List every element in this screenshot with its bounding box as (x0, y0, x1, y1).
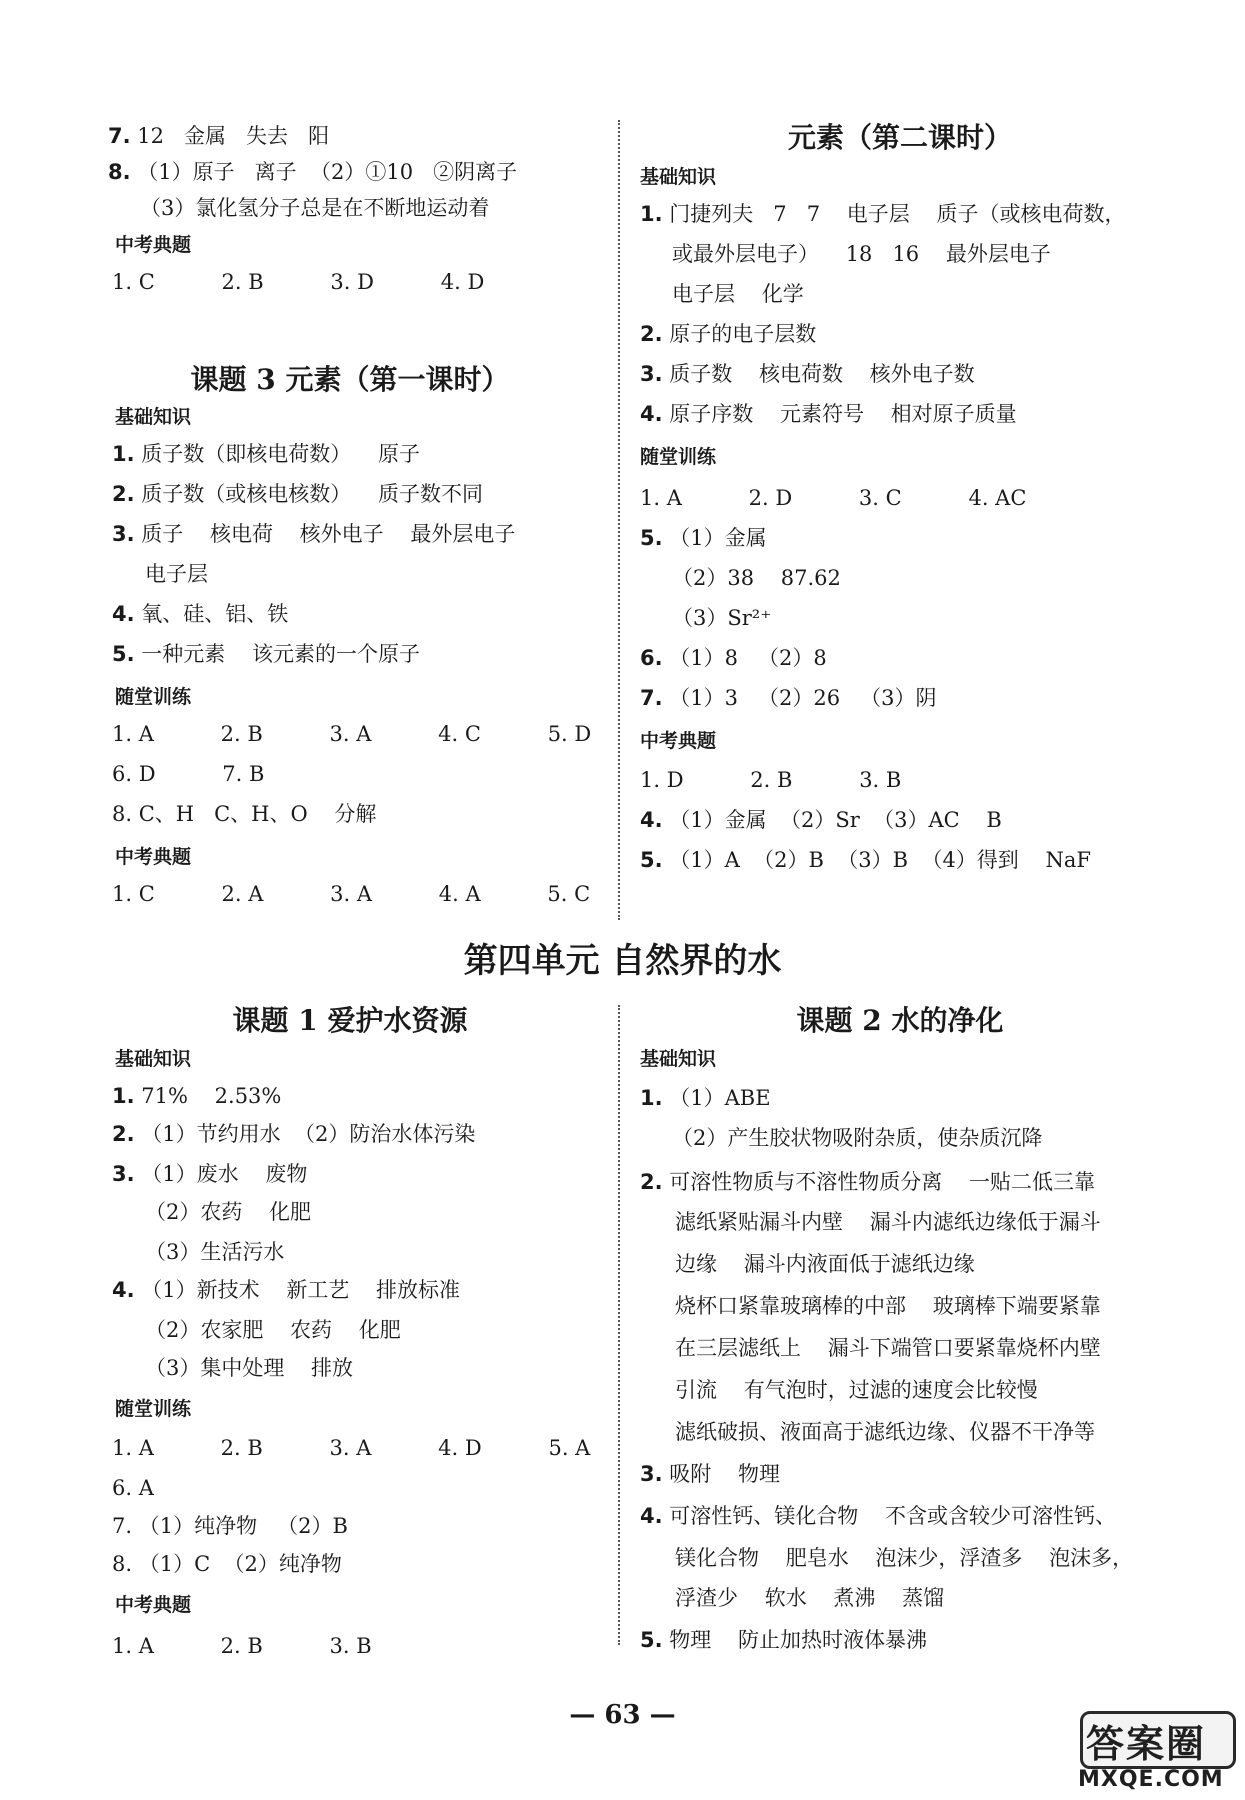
answer-line: 2. 可溶性物质与不溶性物质分离 一贴二低三靠 (640, 1170, 1095, 1194)
answer-line: 3. 质子 核电荷 核外电子 最外层电子 (112, 522, 516, 546)
lesson-title: 课题 1 爱护水资源 (232, 1004, 468, 1037)
watermark-text-bottom: MXQE.COM (1078, 1767, 1224, 1792)
answer-line: 7. 12 金属 失去 阳 (108, 124, 330, 148)
section-heading-exam: 中考典题 (115, 1594, 192, 1616)
answer-line: 边缘 漏斗内液面低于滤纸边缘 (675, 1252, 975, 1276)
section-heading-exam: 中考典题 (640, 730, 717, 752)
answer-line: 1. 质子数（即核电荷数） 原子 (112, 442, 420, 466)
answer-line: 1. C 2. B 3. D 4. D (112, 270, 485, 294)
answer-line: 滤纸破损、液面高于滤纸边缘、仪器不干净等 (675, 1420, 1095, 1444)
answer-line: 6. D 7. B (112, 762, 265, 786)
answer-line: 4. 可溶性钙、镁化合物 不含或含较少可溶性钙、 (640, 1504, 1116, 1528)
answer-line: 8. C、H C、H、O 分解 (112, 802, 377, 826)
answer-line: 2. 质子数（或核电核数） 质子数不同 (112, 482, 483, 506)
answer-line: 3. （1）废水 废物 (112, 1162, 308, 1186)
section-heading-basic: 基础知识 (115, 406, 192, 428)
answer-line: 1. 门捷列夫 7 7 电子层 质子（或核电荷数， (640, 202, 1126, 226)
answer-line: 或最外层电子） 18 16 最外层电子 (672, 242, 1051, 266)
answer-line: 7. （1）3 （2）26 （3）阴 (640, 686, 937, 710)
answer-line: 镁化合物 肥皂水 泡沫少，浮渣多 泡沫多， (675, 1546, 1134, 1570)
page-number: — 63 — (569, 1700, 676, 1730)
answer-line: 2. （1）节约用水 （2）防治水体污染 (112, 1122, 476, 1146)
section-heading-basic: 基础知识 (640, 166, 717, 188)
section-heading-basic: 基础知识 (115, 1048, 192, 1070)
answer-line: 4. （1）新技术 新工艺 排放标准 (112, 1278, 461, 1302)
column-divider (618, 120, 620, 920)
answer-line: 3. 吸附 物理 (640, 1462, 780, 1486)
answer-line: （2）农药 化肥 (145, 1200, 312, 1224)
lesson-title: 元素（第二课时） (787, 121, 1012, 154)
answer-line: 7. （1）纯净物 （2）B (112, 1514, 348, 1538)
answer-line: 6. A (112, 1476, 154, 1500)
answer-line: 5. （1）金属 (640, 526, 767, 550)
answer-line: 1. A 2. B 3. A 4. D 5. A (112, 1436, 591, 1460)
answer-line: 1. A 2. B 3. A 4. C 5. D (112, 722, 592, 746)
section-heading-practice: 随堂训练 (115, 686, 192, 708)
section-heading-practice: 随堂训练 (115, 1398, 192, 1420)
section-heading-exam: 中考典题 (115, 846, 192, 868)
answer-line: （3）集中处理 排放 (145, 1356, 354, 1380)
watermark-text-top: 答案圈 (1086, 1722, 1207, 1766)
answer-line: 电子层 化学 (672, 282, 804, 306)
section-heading-practice: 随堂训练 (640, 446, 717, 468)
answer-line: 8. （1）C （2）纯净物 (112, 1552, 342, 1576)
lesson-title: 课题 3 元素（第一课时） (190, 363, 510, 396)
answer-line: （2）产生胶状物吸附杂质，使杂质沉降 (672, 1126, 1043, 1150)
answer-line: 在三层滤纸上 漏斗下端管口要紧靠烧杯内壁 (675, 1336, 1101, 1360)
answer-line: （2）农家肥 农药 化肥 (145, 1318, 401, 1342)
answer-line: 电子层 (145, 562, 208, 586)
answer-line: 1. 71% 2.53% (112, 1084, 282, 1108)
column-divider (618, 1005, 620, 1645)
answer-line: （3）氯化氢分子总是在不断地运动着 (140, 196, 490, 220)
section-heading-basic: 基础知识 (640, 1048, 717, 1070)
answer-line: （2）38 87.62 (672, 566, 841, 590)
lesson-title: 课题 2 水的净化 (796, 1004, 1004, 1037)
answer-line: 引流 有气泡时，过滤的速度会比较慢 (675, 1378, 1038, 1402)
answer-line: 1. （1）ABE (640, 1086, 771, 1110)
answer-line: 4. （1）金属 （2）Sr （3）AC B (640, 808, 1002, 832)
answer-line: （3）Sr²⁺ (672, 606, 772, 630)
answer-line: 1. D 2. B 3. B (640, 768, 902, 792)
answer-line: 5. （1）A （2）B （3）B （4）得到 NaF (640, 848, 1091, 872)
unit-title: 第四单元 自然界的水 (463, 941, 782, 981)
answer-line: 2. 原子的电子层数 (640, 322, 817, 346)
answer-line: 烧杯口紧靠玻璃棒的中部 玻璃棒下端要紧靠 (675, 1294, 1101, 1318)
answer-line: 4. 氧、硅、铝、铁 (112, 602, 289, 626)
answer-line: 浮渣少 软水 煮沸 蒸馏 (675, 1586, 945, 1610)
answer-line: 4. 原子序数 元素符号 相对原子质量 (640, 402, 1017, 426)
answer-line: 5. 物理 防止加热时液体暴沸 (640, 1628, 927, 1652)
answer-line: （3）生活污水 (145, 1240, 285, 1264)
answer-line: 3. 质子数 核电荷数 核外电子数 (640, 362, 975, 386)
answer-line: 1. C 2. A 3. A 4. A 5. C (112, 882, 591, 906)
watermark-logo (1072, 1705, 1240, 1797)
section-heading-exam: 中考典题 (115, 234, 192, 256)
answer-line: 6. （1）8 （2）8 (640, 646, 827, 670)
answer-line: 滤纸紧贴漏斗内壁 漏斗内滤纸边缘低于漏斗 (675, 1210, 1101, 1234)
answer-line: 1. A 2. B 3. B (112, 1634, 372, 1658)
answer-line: 1. A 2. D 3. C 4. AC (640, 486, 1027, 510)
answer-line: 8. （1）原子 离子 （2）①10 ②阴离子 (108, 160, 518, 184)
answer-line: 5. 一种元素 该元素的一个原子 (112, 642, 420, 666)
